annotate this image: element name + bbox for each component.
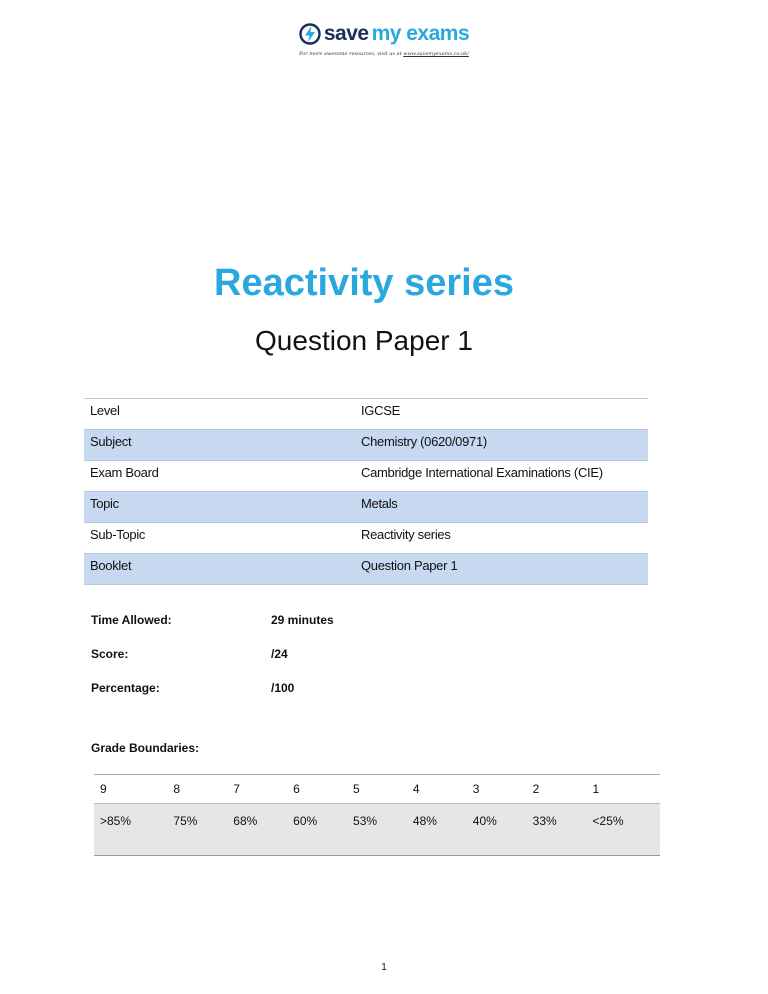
grade-cell: 6 — [287, 775, 347, 804]
time-label: Time Allowed: — [91, 613, 172, 627]
grade-cell: 1 — [587, 775, 660, 804]
grade-cell: 4 — [407, 775, 467, 804]
time-value: 29 minutes — [271, 613, 334, 627]
info-value: Metals — [361, 492, 648, 523]
grade-boundaries-table — [94, 774, 660, 856]
score — [91, 647, 288, 661]
info-row-level — [84, 399, 648, 430]
grade-cell: 9 — [94, 775, 167, 804]
page-number: 1 — [381, 962, 387, 973]
percentage — [91, 681, 295, 695]
info-label: Level — [90, 403, 120, 418]
tagline — [0, 51, 768, 57]
percentage-cell: 40% — [467, 804, 527, 856]
website-link[interactable]: www.savemyexams.co.uk/ — [403, 51, 469, 57]
info-row-sub-topic — [84, 523, 648, 554]
grade-cell: 7 — [227, 775, 287, 804]
page-subtitle: Question Paper 1 — [255, 325, 473, 356]
time-allowed — [91, 613, 334, 627]
percentage-label: Percentage: — [91, 681, 160, 695]
info-row-exam-board — [84, 461, 648, 492]
percentage-cell: 33% — [527, 804, 587, 856]
grade-row — [94, 775, 660, 804]
grade-boundaries-label: Grade Boundaries: — [91, 741, 200, 755]
info-label: Booklet — [84, 554, 361, 585]
info-value: Chemistry (0620/0971) — [361, 430, 648, 461]
info-value: Question Paper 1 — [361, 554, 648, 585]
grade-cell: 8 — [167, 775, 227, 804]
grade-cell: 3 — [467, 775, 527, 804]
info-label: Exam Board — [90, 465, 159, 480]
percentage-cell: 60% — [287, 804, 347, 856]
info-row-topic — [84, 492, 648, 523]
info-table — [84, 398, 648, 585]
info-label: Topic — [84, 492, 361, 523]
grade-cell: 2 — [527, 775, 587, 804]
percentage-cell: 53% — [347, 804, 407, 856]
info-row-booklet — [84, 554, 648, 585]
grade-cell: 5 — [347, 775, 407, 804]
percentage-cell: <25% — [587, 804, 660, 856]
percentage-cell: 68% — [227, 804, 287, 856]
page-title: Reactivity series — [214, 262, 514, 304]
score-value: /24 — [271, 647, 288, 661]
info-row-subject — [84, 430, 648, 461]
info-label: Sub-Topic — [90, 527, 146, 542]
logo-myexams-text: my exams — [371, 22, 470, 45]
logo-save-text: save — [323, 22, 369, 45]
percentage-cell: 75% — [167, 804, 227, 856]
percentage-cell: 48% — [407, 804, 467, 856]
info-label: Subject — [84, 430, 361, 461]
lightning-bolt-icon — [299, 23, 321, 45]
percentage-cell: >85% — [94, 804, 167, 856]
logo — [0, 22, 768, 57]
percentage-value: /100 — [271, 681, 295, 695]
info-value: Cambridge International Examinations (CIE) — [361, 465, 603, 480]
info-value: IGCSE — [361, 403, 400, 418]
percentage-row — [94, 804, 660, 856]
score-label: Score: — [91, 647, 129, 661]
info-value: Reactivity series — [361, 527, 451, 542]
tagline-text: For more awesome resources, visit us at — [299, 51, 404, 57]
